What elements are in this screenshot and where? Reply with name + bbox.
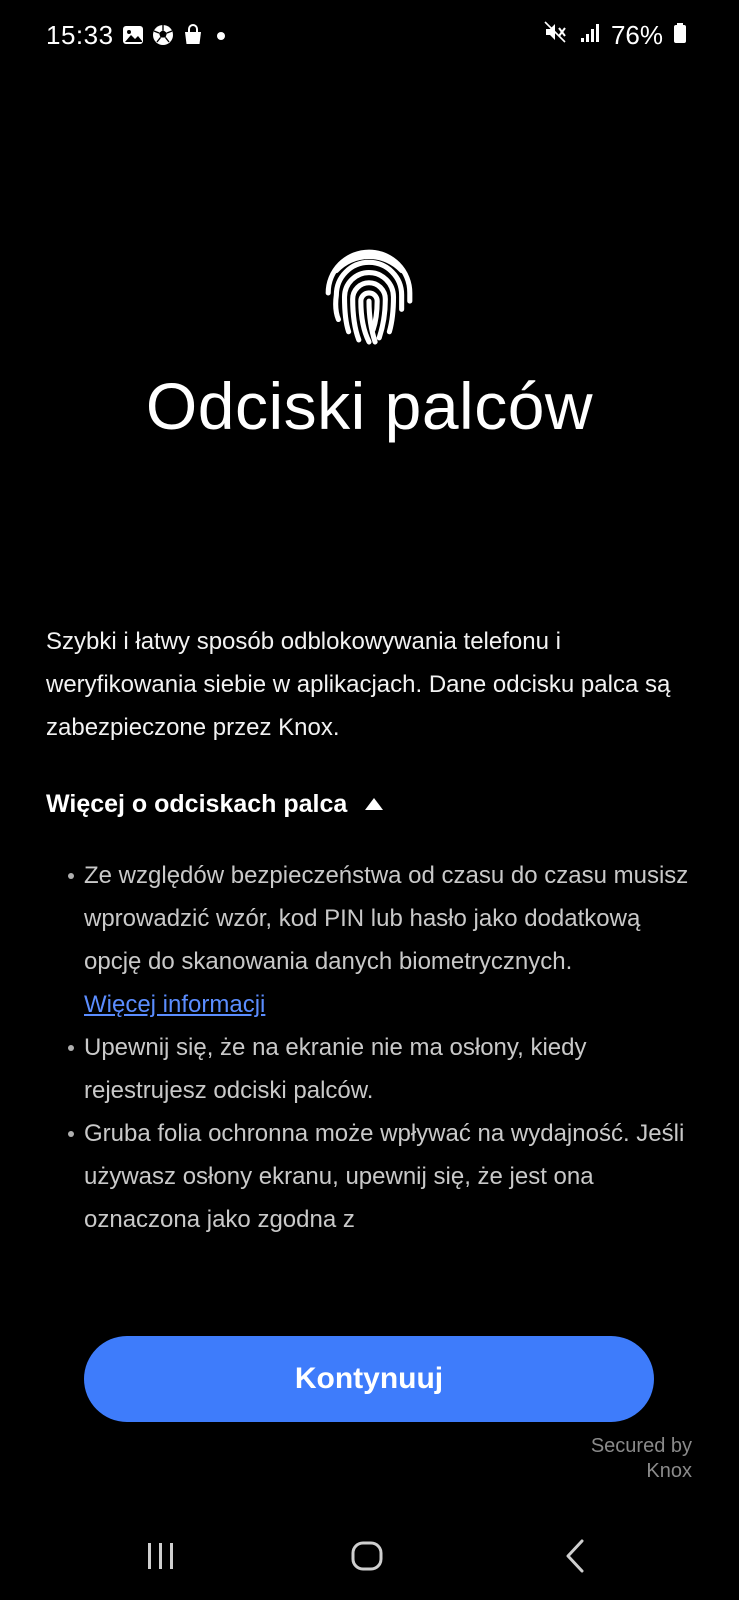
navigation-bar [0,1520,739,1590]
battery-icon [673,20,687,51]
more-info-toggle[interactable] [46,790,383,819]
soccer-ball-icon [152,24,174,51]
signal-icon [579,20,601,51]
secured-line-1: Secured by [590,1435,692,1457]
page-description: Szybki i łatwy sposób odblokowywania telefonu i weryfikowania siebie w aplikacjach. Dane odcisku palca są zabezpieczone przez Knox. [46,628,671,741]
status-right [543,20,687,51]
page-title: Odciski palców [145,369,594,443]
list-item [68,1026,698,1112]
info-bullets [68,854,698,1286]
more-information-link[interactable]: Więcej informacji [84,991,266,1018]
bullet-text: Gruba folia ochronna może wpływać na wydajność. Jeśli używasz osłony ekranu, upewnij się, że jest ona oznaczona jako zgodna z [84,1120,685,1233]
list-item [68,854,698,1026]
recent-apps-icon[interactable] [144,1540,178,1577]
back-icon[interactable] [562,1538,590,1579]
bullet-text: Ze względów bezpieczeństwa od czasu do czasu musisz wprowadzić wzór, kod PIN lub hasło jako dodatkową opcję do skanowania danych biometrycznych. [84,862,689,975]
gallery-icon [122,24,144,51]
fingerprint-icon [318,244,420,346]
home-icon[interactable] [350,1540,386,1577]
notification-dot-icon [212,24,230,51]
mute-icon [543,20,569,51]
battery-percent: 76% [610,20,663,50]
bullet-dot [68,873,74,879]
status-left-icons [122,24,230,51]
continue-button[interactable]: Kontynuuj [84,1336,654,1422]
list-item [68,1112,698,1241]
chevron-up-icon [365,798,383,810]
status-bar [0,0,739,72]
shopping-bag-icon [182,24,204,51]
secured-line-2: Knox [646,1460,692,1482]
bullet-dot [68,1131,74,1137]
more-info-label: Więcej o odciskach palca [46,790,348,818]
status-time: 15:33 [46,20,114,50]
secured-by-knox [591,1434,692,1484]
bullet-dot [68,1045,74,1051]
bullet-text: Upewnij się, że na ekranie nie ma osłony, kiedy rejestrujesz odciski palców. [84,1034,587,1104]
